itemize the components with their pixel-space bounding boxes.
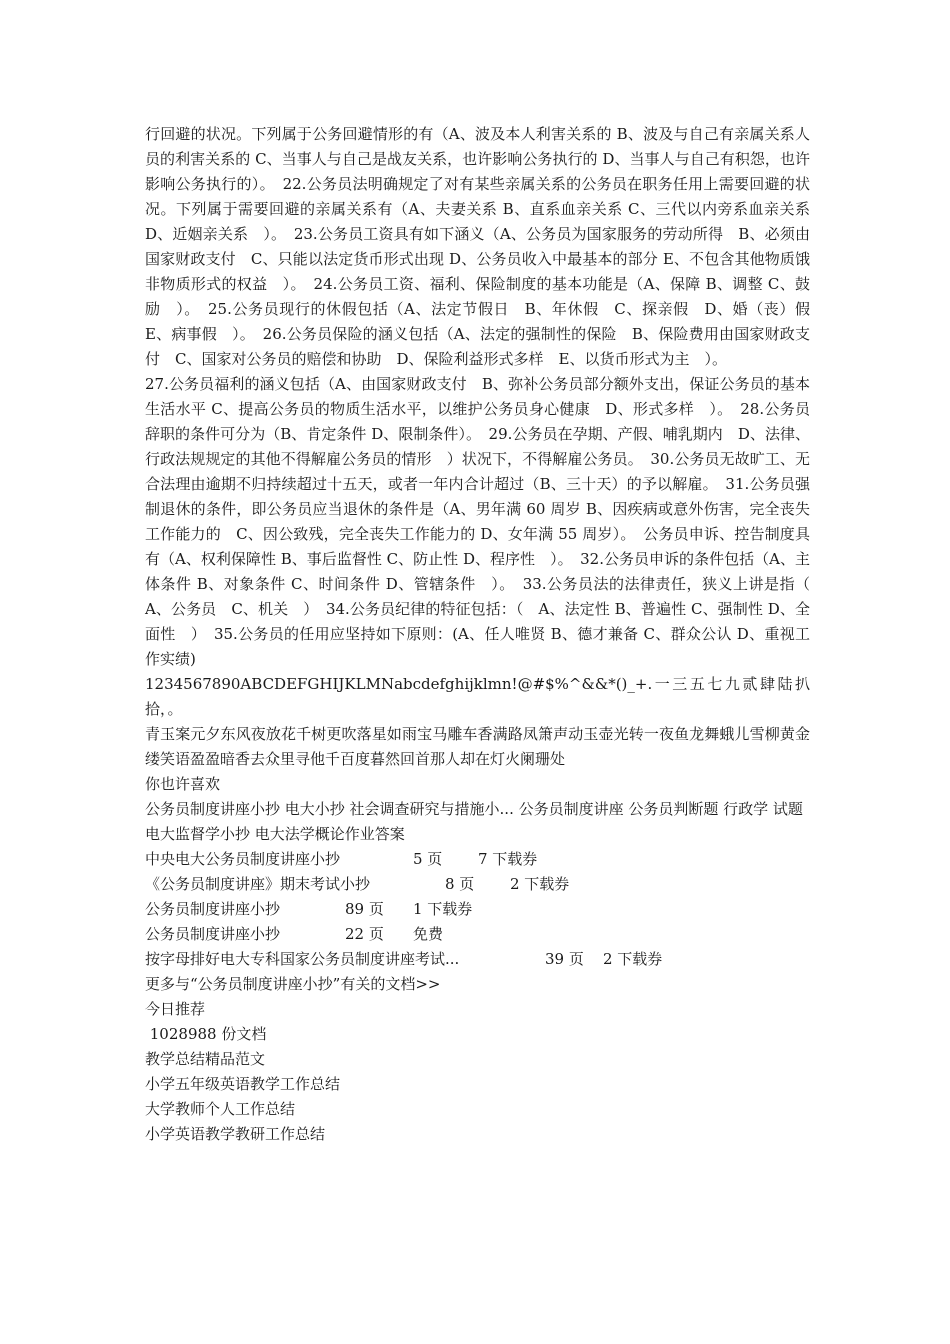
related-doc-item[interactable] xyxy=(145,922,810,947)
doc-pages: 8 页 xyxy=(445,875,475,893)
exam-text-part-2: 27.公务员福利的涵义包括（A、由国家财政支付 B、弥补公务员部分额外支出，保证公务员的基本生活水平 C、提高公务员的物质生活水平，以维护公务员身心健康 D、形式多样 ）。 28.公务员辞职的条件可分为（B、肯定条件 D、限制条件）。 29.公务员在孕期、产假、哺乳期内 D、法律、行政法规规定的其他不得解雇公务员的情形 ）状况下，不得解雇公务员。 30.公务员无故旷工、无合法理由逾期不归持续超过十五天，或者一年内合计超过（B、三十天）的予以解雇。 31.公务员强制退休的条件，即公务员应当退休的条件是（A、男年满 60 周岁 B、因疾病或意外伤害，完全丧失工作能力的 C、因公致残，完全丧失工作能力的 D、女年满 55 周岁）。 公务员申诉、控告制度具有（A、权利保障性 B、事后监督性 C、防止性 D、程序性 ）。 32.公务员申诉的条件包括（A、主体条件 B、对象条件 C、时间条件 D、管辖条件 ）。 33.公务员法的法律责任，狭义上讲是指（ A、公务员 C、机关 ） 34.公务员纪律的特征包括：（ A、法定性 B、普遍性 C、强制性 D、全面性 ） 35.公务员的任用应坚持如下原则：(A、任人唯贤 B、德才兼备 C、群众公认 D、重视工作实绩) xyxy=(145,375,826,668)
related-tags[interactable]: 公务员制度讲座小抄 电大小抄 社会调查研究与措施小... 公务员制度讲座 公务员判断题 行政学 试题 电大监督学小抄 电大法学概论作业答案 xyxy=(145,800,803,843)
doc-download: 1 下载券 xyxy=(413,900,473,918)
doc-pages: 89 页 xyxy=(345,900,384,918)
doc-title[interactable]: 公务员制度讲座小抄 xyxy=(145,925,281,943)
today-item[interactable]: 大学教师个人工作总结 xyxy=(145,1100,296,1118)
doc-download: 免费 xyxy=(413,925,444,943)
related-doc-item[interactable] xyxy=(145,872,810,897)
today-heading: 今日推荐 xyxy=(145,1000,206,1018)
document-page xyxy=(145,122,826,1147)
related-doc-item[interactable] xyxy=(145,947,810,972)
doc-title[interactable]: 《公务员制度讲座》期末考试小抄 xyxy=(145,875,371,893)
related-docs-list xyxy=(145,847,810,972)
related-doc-item[interactable] xyxy=(145,847,810,872)
poem-text: 青玉案元夕东风夜放花千树更吹落星如雨宝马雕车香满路凤箫声动玉壶光转一夜鱼龙舞蛾儿雪柳黄金缕笑语盈盈暗香去众里寻他千百度暮然回首那人却在灯火阑珊处 xyxy=(145,725,810,768)
recommend-heading: 你也许喜欢 xyxy=(145,775,221,793)
today-item[interactable]: 教学总结精品范文 xyxy=(145,1050,266,1068)
doc-download: 2 下载券 xyxy=(510,875,570,893)
today-item[interactable]: 小学五年级英语教学工作总结 xyxy=(145,1075,341,1093)
doc-title[interactable]: 中央电大公务员制度讲座小抄 xyxy=(145,850,341,868)
doc-pages: 22 页 xyxy=(345,925,384,943)
doc-count: 1028988 份文档 xyxy=(145,1025,267,1043)
charset-line: 1234567890ABCDEFGHIJKLMNabcdefghijklmn!@#$%^&&*()_+.一三五七九贰肆陆扒拾，。 xyxy=(145,675,810,718)
doc-title[interactable]: 公务员制度讲座小抄 xyxy=(145,900,281,918)
today-item[interactable]: 小学英语教学教研工作总结 xyxy=(145,1125,326,1143)
doc-pages: 5 页 xyxy=(413,850,443,868)
doc-download: 7 下载券 xyxy=(478,850,538,868)
exam-text-part-1: 行回避的状况。下列属于公务回避情形的有（A、波及本人利害关系的 B、波及与自己有亲属关系人员的利害关系的 C、当事人与自己是战友关系，也许影响公务执行的 D、当事人与自己有积怨，也许影响公务执行的）。 22.公务员法明确规定了对有某些亲属关系的公务员在职务任用上需要回避的状况。下列属于需要回避的亲属关系有（A、夫妻关系 B、直系血亲关系 C、三代以内旁系血亲关系 D、近姻亲关系 ）。 23.公务员工资具有如下涵义（A、公务员为国家服务的劳动所得 B、必须由国家财政支付 C、只能以法定货币形式出现 D、公务员收入中最基本的部分 E、不包含其他物质饿非物质形式的权益 ）。 24.公务员工资、福利、保险制度的基本功能是（A、保障 B、调整 C、鼓励 ）。 25.公务员现行的休假包括（A、法定节假日 B、年休假 C、探亲假 D、婚（丧）假 E、病事假 ）。 26.公务员保险的涵义包括（A、法定的强制性的保险 B、保险费用由国家财政支付 C、国家对公务员的赔偿和协助 D、保险利益形式多样 E、以货币形式为主 ）。 xyxy=(145,125,826,368)
doc-title[interactable]: 按字母排好电大专科国家公务员制度讲座考试... xyxy=(145,950,460,968)
related-doc-item[interactable] xyxy=(145,897,810,922)
doc-download: 2 下载券 xyxy=(603,950,663,968)
more-docs-link[interactable]: 更多与“公务员制度讲座小抄”有关的文档>> xyxy=(145,975,441,993)
doc-pages: 39 页 xyxy=(545,950,584,968)
